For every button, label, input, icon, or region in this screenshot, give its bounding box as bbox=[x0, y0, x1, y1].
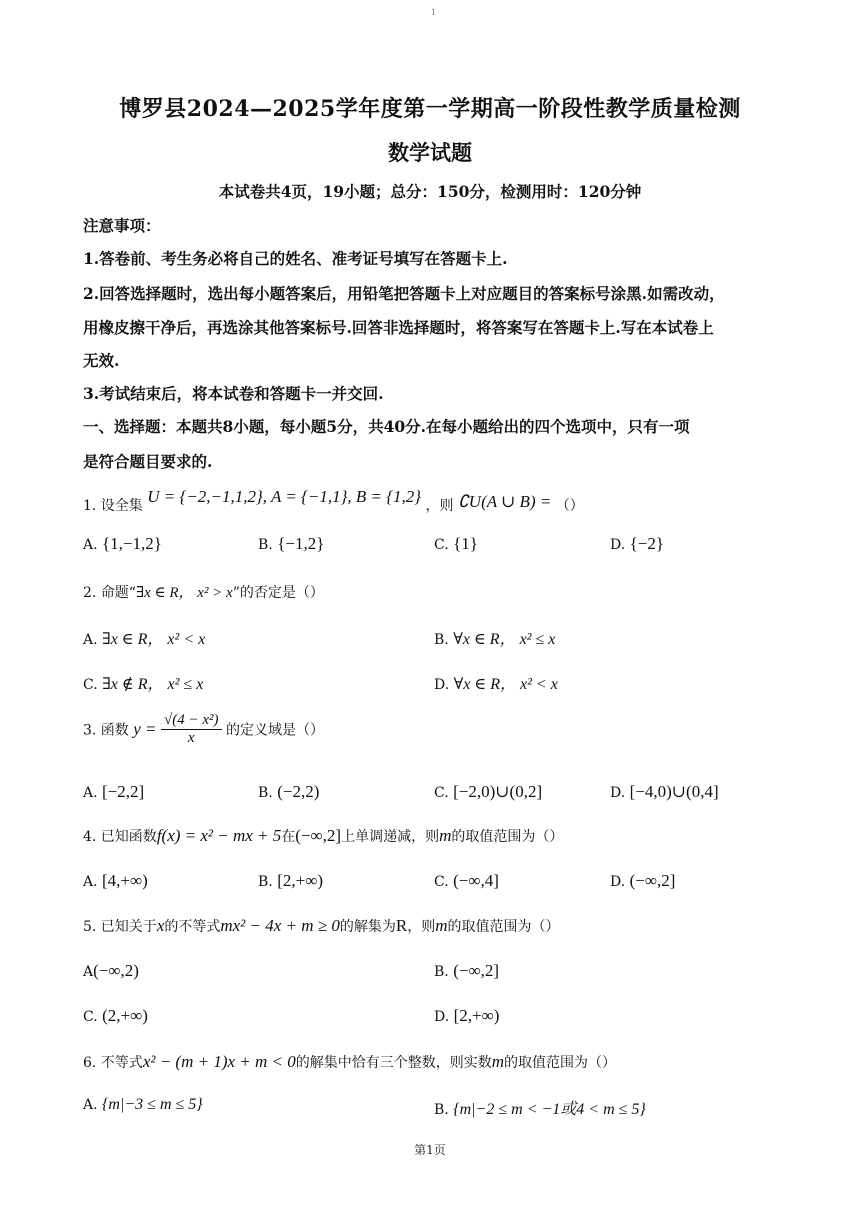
question-text: 1. 设全集 bbox=[83, 498, 143, 514]
math-expression: (−∞,2] bbox=[295, 826, 342, 845]
section-1-heading: 一、选择题：本题共8小题，每小题5分，共40分.在每小题给出的四个选项中，只有一项 bbox=[83, 417, 690, 436]
q5-option-b: B. (−∞,2] bbox=[434, 961, 499, 980]
fraction-numerator: √(4 − x²) bbox=[161, 712, 222, 730]
math-expression: y = bbox=[133, 719, 157, 739]
notice-item-1: 1.答卷前、考生务必将自己的姓名、准考证号填写在答题卡上. bbox=[83, 249, 508, 268]
math-expression: m bbox=[435, 916, 448, 935]
question-text: 的取值范围为（） bbox=[451, 829, 564, 845]
question-text: ，则 bbox=[407, 919, 436, 935]
question-text: 在 bbox=[281, 829, 296, 845]
exam-info: 本试卷共4页，19小题；总分：150分，检测用时：120分钟 bbox=[218, 182, 642, 201]
section-1-heading-cont: 是符合题目要求的. bbox=[83, 452, 213, 471]
math-expression: x bbox=[156, 916, 165, 935]
q2-option-c: C. ∃x ∉ R， x² ≤ x bbox=[83, 676, 204, 693]
notice-item-3: 3.考试结束后，将本试卷和答题卡一并交回. bbox=[83, 384, 384, 403]
q4-option-d: D. (−∞,2] bbox=[610, 871, 676, 890]
page-number: 第1页 bbox=[414, 1143, 446, 1157]
question-4 bbox=[83, 826, 563, 846]
math-expression: mx² − 4x + m ≥ 0 bbox=[220, 916, 340, 935]
q4-option-b: B. [2,+∞) bbox=[258, 871, 323, 890]
q3-option-d: D. [−4,0)∪(0,4] bbox=[610, 782, 719, 801]
math-expression: ∃x ∈ R， x² > x bbox=[135, 585, 233, 601]
math-expression: x² − (m + 1)x + m < 0 bbox=[142, 1052, 296, 1071]
math-expression: R bbox=[395, 916, 408, 935]
question-2 bbox=[83, 581, 324, 602]
question-text: （） bbox=[555, 498, 584, 514]
question-3 bbox=[83, 712, 324, 747]
q3-option-b: B. (−2,2) bbox=[258, 782, 320, 801]
q2-option-b: B. ∀x ∈ R， x² ≤ x bbox=[434, 631, 556, 648]
q3-option-a: A. [−2,2] bbox=[83, 782, 145, 801]
question-text: 2. 命题“ bbox=[83, 585, 136, 601]
q5-option-c: C. (2,+∞) bbox=[83, 1006, 148, 1025]
question-text: 5. 已知关于 bbox=[83, 919, 157, 935]
math-expression: m bbox=[439, 826, 452, 845]
page-title: 博罗县2024—2025学年度第一学期高一阶段性教学质量检测 bbox=[119, 96, 741, 122]
question-text: 6. 不等式 bbox=[83, 1055, 143, 1071]
q3-option-c: C. [−2,0)∪(0,2] bbox=[434, 782, 543, 801]
q5-option-d: D. [2,+∞) bbox=[434, 1006, 500, 1025]
question-1 bbox=[83, 487, 584, 515]
question-text: 3. 函数 bbox=[83, 722, 129, 739]
question-text: 的不等式 bbox=[164, 919, 221, 935]
notice-item-2-line-1: 2.回答选择题时，选出每小题答案后，用铅笔把答题卡上对应题目的答案标号涂黑.如需改动， bbox=[83, 284, 725, 303]
page-subtitle: 数学试题 bbox=[388, 140, 472, 165]
question-text: 的解集中恰有三个整数，则实数 bbox=[295, 1055, 492, 1071]
question-text: 的定义域是（） bbox=[225, 722, 324, 739]
math-expression: f(x) = x² − mx + 5 bbox=[156, 826, 282, 845]
question-text: 的解集为 bbox=[339, 919, 396, 935]
fraction-denominator: x bbox=[187, 730, 195, 746]
notice-item-2-line-3: 无效. bbox=[83, 351, 120, 370]
question-text: 上单调递减，则 bbox=[341, 829, 440, 845]
header-mark: 1 bbox=[431, 8, 437, 17]
q6-option-b: B. {m|−2 ≤ m < −1或4 < m ≤ 5} bbox=[434, 1101, 646, 1118]
fraction bbox=[161, 712, 222, 747]
question-6 bbox=[83, 1052, 616, 1072]
q1-option-d: D. {−2} bbox=[610, 534, 665, 553]
math-expression: m bbox=[491, 1052, 505, 1071]
math-expression: ∁U(A ∪ B) = bbox=[457, 492, 552, 511]
q6-option-a: A. {m|−3 ≤ m ≤ 5} bbox=[83, 1096, 203, 1113]
q1-option-a: A. {1,−1,2} bbox=[83, 534, 162, 553]
question-text: 4. 已知函数 bbox=[83, 829, 157, 845]
q4-option-a: A. [4,+∞) bbox=[83, 871, 148, 890]
q2-option-a: A. ∃x ∈ R， x² < x bbox=[83, 631, 206, 648]
math-expression: U = {−2,−1,1,2}, A = {−1,1}, B = {1,2} bbox=[147, 487, 422, 506]
question-text: 的取值范围为（） bbox=[504, 1055, 617, 1071]
q2-option-d: D. ∀x ∈ R， x² < x bbox=[434, 676, 558, 693]
q1-option-c: C. {1} bbox=[434, 534, 478, 553]
notice-heading: 注意事项： bbox=[83, 216, 161, 235]
question-text: ”的否定是（） bbox=[232, 585, 324, 601]
notice-item-2-line-2: 用橡皮擦干净后，再选涂其他答案标号.回答非选择题时，将答案写在答题卡上.写在本试卷上 bbox=[83, 318, 714, 337]
question-text: 的取值范围为（） bbox=[447, 919, 560, 935]
q5-option-a: A(−∞,2) bbox=[83, 961, 139, 980]
q4-option-c: C. (−∞,4] bbox=[434, 871, 499, 890]
question-text: ，则 bbox=[425, 498, 454, 514]
q1-option-b: B. {−1,2} bbox=[258, 534, 325, 553]
question-5 bbox=[83, 916, 560, 936]
